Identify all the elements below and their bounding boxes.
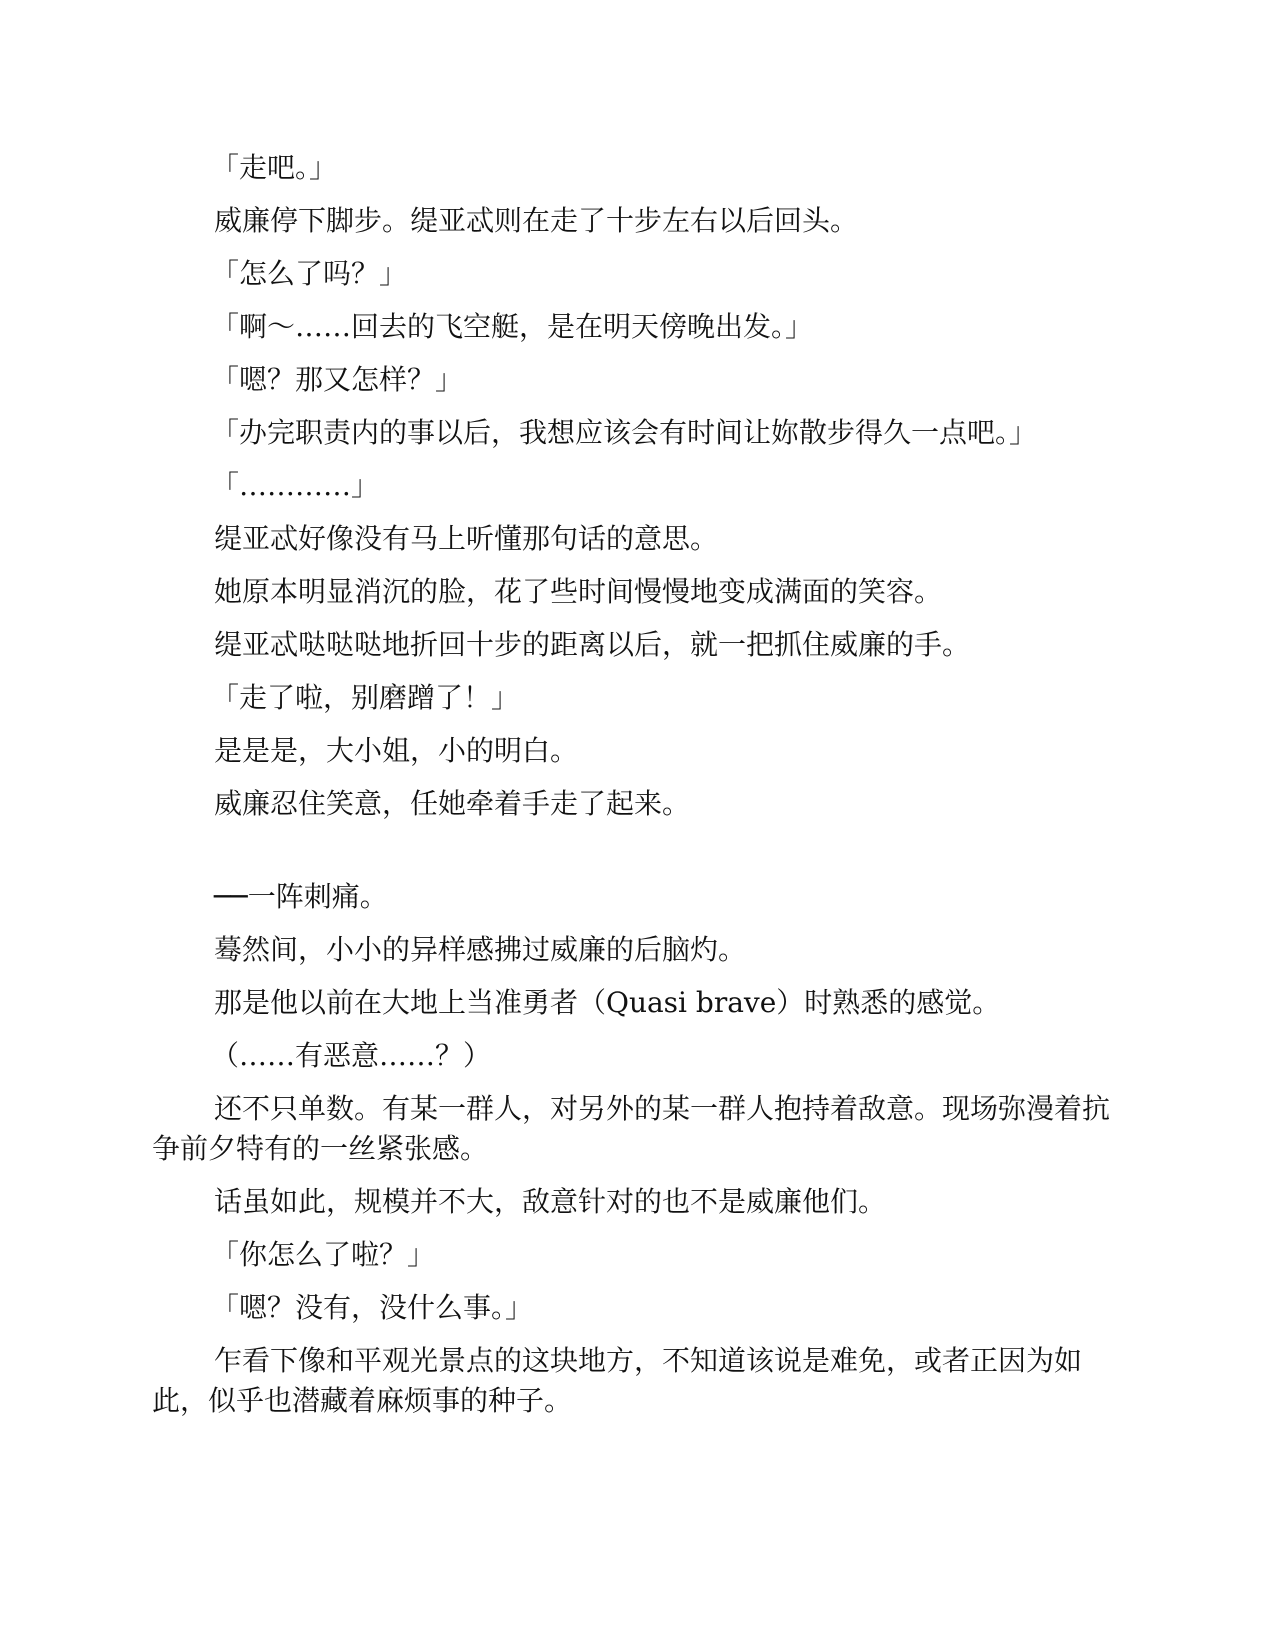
paragraph: 「…………」 [211,469,380,502]
paragraph: 「办完职责内的事以后，我想应该会有时间让妳散步得久一点吧。」 [211,416,1038,449]
paragraph: 那是他以前在大地上当准勇者（Quasi brave）时熟悉的感觉。 [214,986,1001,1019]
paragraph: 威廉忍住笑意，任她牵着手走了起来。 [214,787,691,820]
paragraph: 还不只单数。有某一群人，对另外的某一群人抱持着敌意。现场弥漫着抗争前夕特有的一丝紧张感。 [152,1092,1111,1165]
paragraph: ──一阵刺痛。 [214,880,388,913]
paragraph: 「你怎么了啦？」 [211,1238,436,1271]
paragraph: 「走吧。」 [211,151,338,184]
paragraph: 威廉停下脚步。缇亚忒则在走了十步左右以后回头。 [214,204,859,237]
paragraph: 缇亚忒好像没有马上听懂那句话的意思。 [214,522,719,555]
section-break [152,837,1124,877]
paragraph: （……有恶意……？） [211,1039,492,1072]
paragraph: 缇亚忒哒哒哒地折回十步的距离以后，就一把抓住威廉的手。 [214,628,971,661]
paragraph: 「走了啦，别磨蹭了！」 [211,681,520,714]
paragraph: 话虽如此，规模并不大，敌意针对的也不是威廉他们。 [214,1185,887,1218]
paragraph: 她原本明显消沉的脸，花了些时间慢慢地变成满面的笑容。 [214,575,943,608]
paragraph: 「嗯？没有，没什么事。」 [211,1291,534,1324]
paragraph: 乍看下像和平观光景点的这块地方，不知道该说是难免，或者正因为如此，似乎也潜藏着麻烦事的种子。 [152,1344,1083,1417]
paragraph: 是是是，大小姐，小的明白。 [214,734,579,767]
paragraph: 「嗯？那又怎样？」 [211,363,464,396]
paragraph: 「怎么了吗？」 [211,257,408,290]
paragraph: 蓦然间，小小的异样感拂过威廉的后脑灼。 [214,933,747,966]
paragraph: 「啊～……回去的飞空艇，是在明天傍晚出发。」 [211,310,814,343]
document-page [152,148,1124,1434]
